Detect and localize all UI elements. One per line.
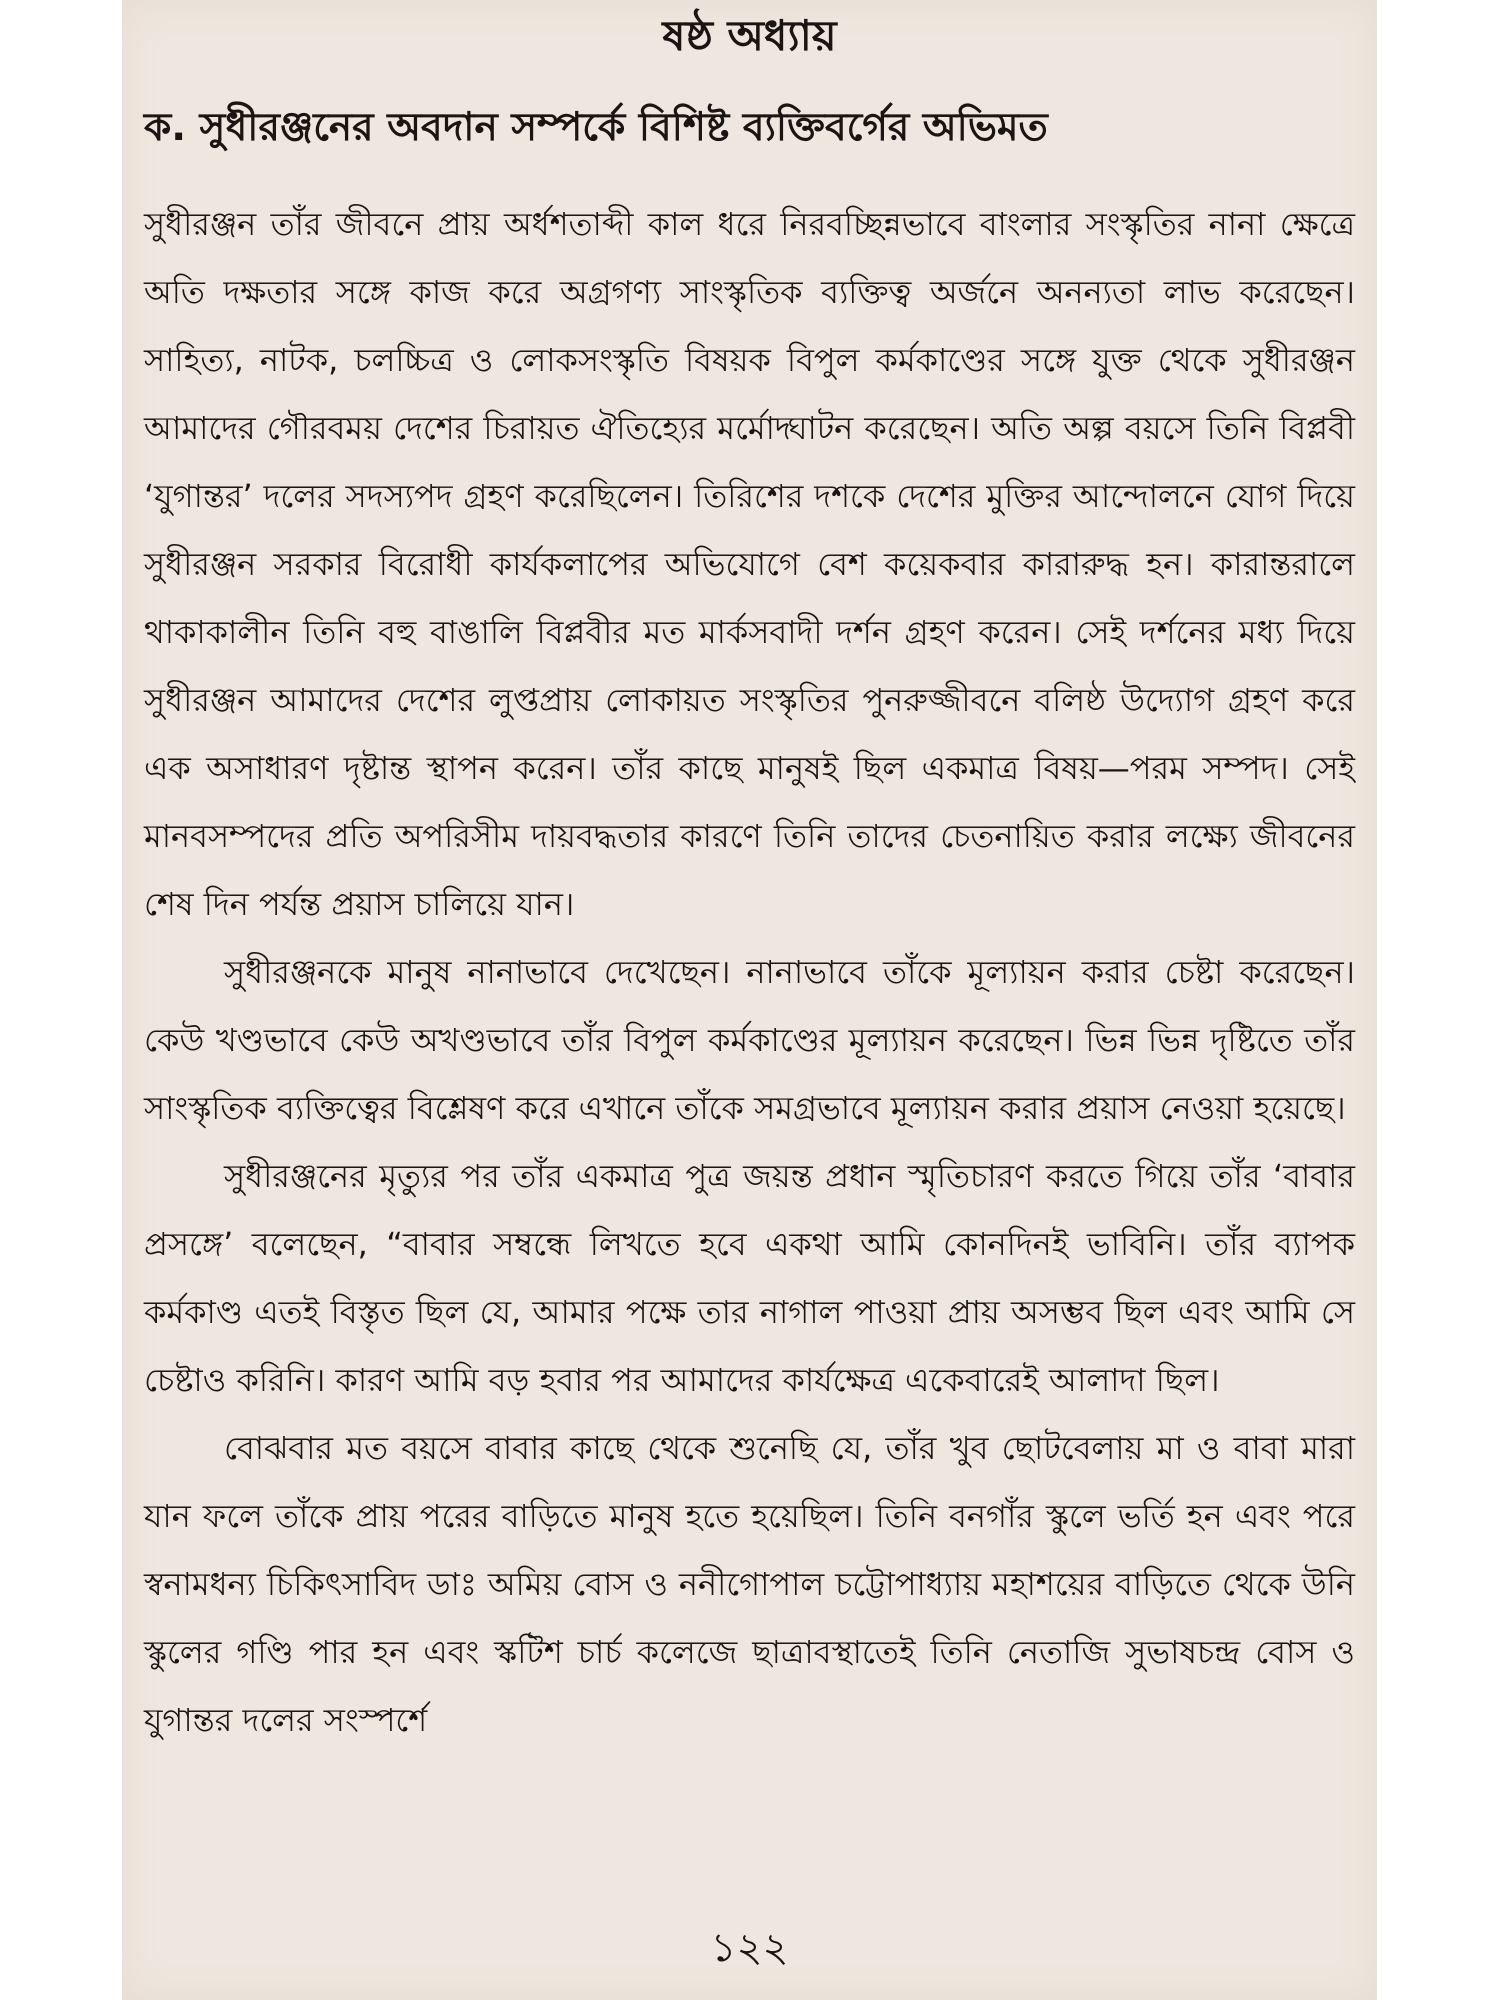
paragraph-3: সুধীরঞ্জনের মৃত্যুর পর তাঁর একমাত্র পুত্র জয়ন্ত প্রধান স্মৃতিচারণ করতে গিয়ে তাঁর ‘বাবার প্রসঙ্গে’ বলেছেন, “বাবার সম্বন্ধে লিখতে হবে একথা আমি কোনদিনই ভাবিনি। তাঁর ব্যাপক কর্মকাণ্ড এতই বিস্তৃত ছিল যে, আমার পক্ষে তার নাগাল পাওয়া প্রায় অসম্ভব ছিল এবং আমি সে চেষ্টাও করিনি। কারণ আমি বড় হবার পর আমাদের কার্যক্ষেত্র একেবারেই আলাদা ছিল।: [144, 1157, 1355, 1399]
chapter-title: ষষ্ঠ অধ্যায়: [662, 11, 837, 60]
paragraph-4: বোঝবার মত বয়সে বাবার কাছে থেকে শুনেছি যে, তাঁর খুব ছোটবেলায় মা ও বাবা মারা যান ফলে তাঁকে প্রায় পরের বাড়িতে মানুষ হতে হয়েছিল। তিনি বনগাঁর স্কুলে ভর্তি হন এবং পরে স্বনামধন্য চিকিৎসাবিদ ডাঃ অমিয় বোস ও ননীগোপাল চট্টোপাধ্যায় মহাশয়ের বাড়িতে থেকে উনি স্কুলের গণ্ডি পার হন এবং স্কটিশ চার্চ কলেজে ছাত্রাবস্থাতেই তিনি নেতাজি সুভাষচন্দ্র বোস ও যুগান্তর দলের সংস্পর্শে: [144, 1429, 1355, 1739]
paragraph-2: সুধীরঞ্জনকে মানুষ নানাভাবে দেখেছেন। নানাভাবে তাঁকে মূল্যায়ন করার চেষ্টা করেছেন। কেউ খণ্ডভাবে কেউ অখণ্ডভাবে তাঁর বিপুল কর্মকাণ্ডের মূল্যায়ন করেছেন। ভিন্ন ভিন্ন দৃষ্টিতে তাঁর সাংস্কৃতিক ব্যক্তিত্বের বিশ্লেষণ করে এখানে তাঁকে সমগ্রভাবে মূল্যায়ন করার প্রয়াস নেওয়া হয়েছে।: [144, 953, 1355, 1127]
paragraph-1: সুধীরঞ্জন তাঁর জীবনে প্রায় অর্ধশতাব্দী কাল ধরে নিরবচ্ছিন্নভাবে বাংলার সংস্কৃতির নানা ক্ষেত্রে অতি দক্ষতার সঙ্গে কাজ করে অগ্রগণ্য সাংস্কৃতিক ব্যক্তিত্ব অর্জনে অনন্যতা লাভ করেছেন। সাহিত্য, নাটক, চলচ্চিত্র ও লোকসংস্কৃতি বিষয়ক বিপুল কর্মকাণ্ডের সঙ্গে যুক্ত থেকে সুধীরঞ্জন আমাদের গৌরবময় দেশের চিরায়ত ঐতিহ্যের মর্মোদ্ঘাটন করেছেন। অতি অল্প বয়সে তিনি বিপ্লবী ‘যুগান্তর’ দলের সদস্যপদ গ্রহণ করেছিলেন। তিরিশের দশকে দেশের মুক্তির আন্দোলনে যোগ দিয়ে সুধীরঞ্জন সরকার বিরোধী কার্যকলাপের অভিযোগে বেশ কয়েকবার কারারুদ্ধ হন। কারান্তরালে থাকাকালীন তিনি বহু বাঙালি বিপ্লবীর মত মার্কসবাদী দর্শন গ্রহণ করেন। সেই দর্শনের মধ্য দিয়ে সুধীরঞ্জন আমাদের দেশের লুপ্তপ্রায় লোকায়ত সংস্কৃতির পুনরুজ্জীবনে বলিষ্ঠ উদ্যোগ গ্রহণ করে এক অসাধারণ দৃষ্টান্ত স্থাপন করেন। তাঁর কাছে মানুষই ছিল একমাত্র বিষয়—পরম সম্পদ। সেই মানবসম্পদের প্রতি অপরিসীম দায়বদ্ধতার কারণে তিনি তাদের চেতনায়িত করার লক্ষ্যে জীবনের শেষ দিন পর্যন্ত প্রয়াস চালিয়ে যান।: [144, 205, 1355, 923]
book-page: [122, 0, 1377, 2000]
page-number: ১২২: [710, 1925, 789, 1971]
section-heading: ক. সুধীরঞ্জনের অবদান সম্পর্কে বিশিষ্ট ব্যক্তিবর্গের অভিমত: [144, 105, 1048, 150]
page-body: [144, 190, 1355, 1754]
